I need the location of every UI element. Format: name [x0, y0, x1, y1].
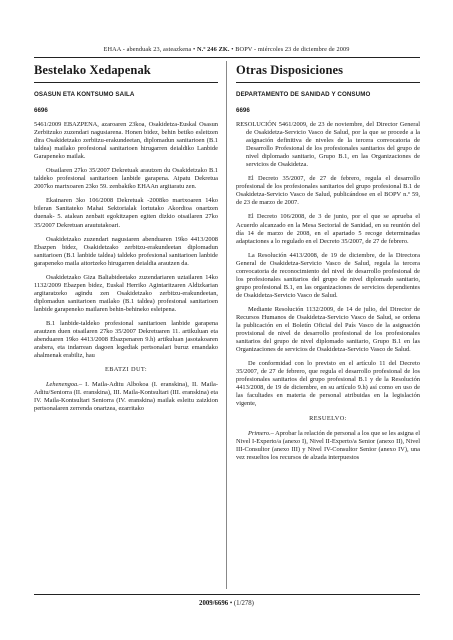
department-name: OSASUN ETA KONTSUMO SAILA	[34, 91, 135, 98]
department-name: DEPARTAMENTO DE SANIDAD Y CONSUMO	[236, 91, 371, 98]
paragraph: El Decreto 35/2007, de 27 de febrero, regula el desarrollo profesional de los profesionales sanitarios del grupo profesional B.1 de Osakidetza-Servicio Vasco de Salud, publicándose en el BOPV n.º 59, de 23 de marzo de 2007.	[236, 175, 420, 207]
left-column	[34, 63, 218, 419]
header-left: EHAA - abenduak 23, asteazkena	[103, 46, 192, 53]
resolution-summary: 5461/2009 EBAZPENA, azaroaren 23koa, Osakidetza-Euskal Osasun Zerbitzuko zuzendari nagusiarena. Honen bidez, behin betiko esleitzen dira Osakidetzako zerbitzu-erakundeetan, diplomadun sanitarioen (B.1 taldea) mailako profesional sanitarioen hirugarren deialdiko Lanbide Garapeneko mailak.	[34, 121, 218, 161]
first-article-label: Primero.	[248, 429, 271, 437]
right-column	[236, 63, 420, 468]
first-article-text: – I. Maila-Aditu Albokoa (I. eranskina), II. Maila-Aditu/Seniorra (II. eranskina), III. Maila-Kontsultari (III. eranskina) eta IV. Maila-Kontsultari Seniorra (IV. eranskina) mailak esleitu zaizkion pertsonalaren zerrenda onartzea, ezarritako	[34, 381, 218, 413]
first-article-text: – Aprobar la relación de personal a los que se les asigna el Nivel I-Experto/a (anexo I), Nivel II-Experto/a Senior (anexo II), Nivel III-Consultor (anexo III) y Nivel IV-Consultor Senior (anexo IV), una vez resueltos los recursos de alzada interpuestos	[236, 429, 420, 461]
paragraph: Ekainaren 3ko 106/2008 Dekretuak -2008ko martxoaren 14ko bileran Sanitateko Mahai Sektorialak lortutako Akordioa onartzen duenak- 5. atalean zenbait egokitzapen egiten dizkio otsailaren 27ko 35/2007 Dekretuan araututakoari.	[34, 197, 218, 229]
column-divider	[226, 61, 227, 589]
resolution-summary: RESOLUCIÓN 5461/2009, de 23 de noviembre, del Director General de Osakidetza-Servicio Vasco de Salud, por la que se procede a la asignación definitiva de niveles de la tercera convocatoria de Desarrollo Profesional de los profesionales sanitarios del grupo de nivel diplomado sanitario, Grupo B.1, en las Organizaciones de servicios de Osakidetza.	[236, 121, 420, 169]
paragraph: De conformidad con lo previsto en el artículo 11 del Decreto 35/2007, de 27 de febrero, que regula el desarrollo profesional de los profesionales sanitarios del grupo profesional B.1 y de la Resolución 4413/2008, de 19 de diciembre, en su artículo 9.h) así como en uso de las facultades en materia de personal atribuidas en la legislación vigente,	[236, 360, 420, 408]
footer-page: (1/278)	[233, 600, 254, 607]
paragraph: B.1 lanbide-taldeko profesional sanitarioen lanbide garapena arautzen duen otsailaren 27ko 35/2007 Dekretuaren 11. artikuluan eta abenduaren 19ko 4413/2008 Ebazpenaren 9.h) artikuluan jasotakoaren arabera, eta indarrean dagoen legediak pertsonalari buruz emandako ahalmenak erabiliz, hau	[34, 319, 218, 360]
section-title: Otras Disposiciones	[236, 63, 420, 83]
header-issue-number: N.º 246 ZK.	[197, 46, 230, 53]
paragraph: Osakidetzako zuzendari nagusiaren abenduaren 19ko 4413/2008 Ebazpen bidez, Osakidetzako zerbitzu-erakundeetan diplomadun sanitarioen (B.1 lanbide taldea) taldeko profesional sanitarioen lanbide garapeneko maila aitortzeko hirugarren deialdia arautzen da.	[34, 235, 218, 267]
footer-rule	[34, 594, 420, 595]
resolve-heading: RESUELVO:	[309, 414, 347, 422]
section-title: Bestelako Xedapenak	[34, 63, 218, 83]
header-right: BOPV - miércoles 23 de diciembre de 2009	[235, 46, 350, 53]
paragraph: El Decreto 106/2008, de 3 de junio, por el que se aprueba el Acuerdo alcanzado en la Mesa Sectorial de Sanidad, en su reunión del día 14 de marzo de 2008, en el apartado 5 recoge determinadas adaptaciones a lo regulado en el Decreto 35/2007, de 27 de febrero.	[236, 213, 420, 245]
first-article-label: Lehenengoa.	[46, 381, 79, 389]
first-article	[34, 381, 218, 413]
paragraph: La Resolución 4413/2008, de 19 de diciembre, de la Directora General de Osakidetza-Servicio Vasco de Salud, regula la tercera convocatoria de reconocimiento del nivel de desarrollo profesional de los profesionales sanitarios del grupo de nivel diplomado sanitario, grupo profesional B.1, en las organizaciones de servicios dependientes de Osakidetza-Servicio Vasco de Salud.	[236, 251, 420, 299]
paragraph: Osakidetzako Giza Baliabideetako zuzendariaren uztailaren 14ko 1132/2009 Ebazpen bidez, Euskal Herriko Agintaritzaren Aldizkarian argitaratzeko agindu zen Osakidetzako zerbitzu-erakundeetan, diplomadun sanitarioen mailako (B.1 taldea) profesional sanitarioen lanbide garapeneko mailaren behin-behineko esleipena.	[34, 273, 218, 313]
header-rule	[34, 57, 420, 58]
first-article	[236, 430, 420, 462]
paragraph: Otsailaren 27ko 35/2007 Dekretuak arautzen du Osakidetzako B.1 taldeko profesional sanitarioen lanbide garapena. Aipatu Dekretua 2007ko martxoaren 23ko 59. zenbakiko EHAAn argitaratu zen.	[34, 167, 218, 191]
footer-doc-id: 2009/6696	[199, 600, 229, 607]
page-header: EHAA - abenduak 23, asteazkena • N.º 246 ZK. • BOPV - miércoles 23 de diciembre de 2009	[103, 46, 350, 53]
resolve-heading: EBATZI DUT:	[104, 366, 148, 374]
document-number: 6696	[236, 107, 250, 114]
page-footer: 2009/6696 • (1/278)	[199, 600, 254, 607]
document-number: 6696	[34, 107, 48, 114]
paragraph: Mediante Resolución 1132/2009, de 14 de julio, del Director de Recursos Humanos de Osakidetza-Servicio Vasco de Salud, se ordena la publicación en el Boletín Oficial del País Vasco de la asignación provisional de nivel de desarrollo profesional de los profesionales sanitarios del grupo de nivel diplomado sanitario, Grupo B.1 en las Organizaciones de servicios de Osakidetza-Servicio Vasco de Salud.	[236, 305, 420, 354]
